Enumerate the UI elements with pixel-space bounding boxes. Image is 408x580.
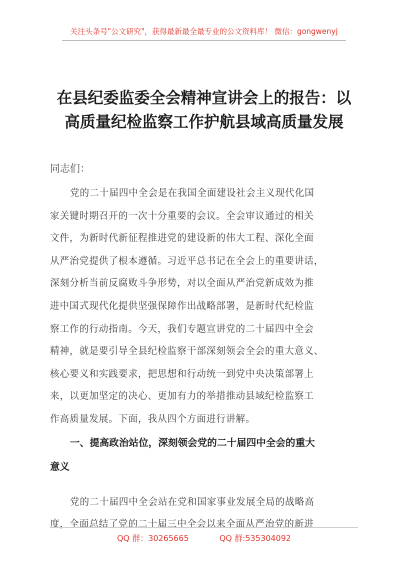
paragraph-line: 党的二十届四中全会是在我国全面建设社会主义现代化国 [70, 188, 315, 199]
title-line-2: 高质量纪检监察工作护航县域高质量发展 [64, 113, 344, 131]
section-heading-line: 一、提高政治站位，深刻领会党的二十届四中全会的重大 [70, 437, 315, 449]
paragraph-line: 核心要义和实践要求，把思想和行动统一到党中央决策部署上 [50, 368, 314, 380]
document-body [50, 183, 358, 537]
paragraph-line: 深刻分析当前反腐败斗争形势，对以全面从严治党新成效为推 [50, 278, 314, 290]
paragraph-line: 文件，为新时代新征程推进党的建设新的伟大工程、深化全面 [50, 233, 314, 245]
qq-group-1: QQ 群：30265665 [116, 534, 189, 543]
paragraph-line: 家关键时期召开的一次十分重要的会议。全会审议通过的相关 [50, 210, 314, 222]
footer-divider [50, 527, 358, 528]
greeting: 同志们： [50, 164, 90, 175]
section-1-heading [50, 432, 358, 480]
paragraph-1 [50, 183, 358, 432]
paragraph-line: 度，全面总结了党的二十届三中全会以来全面从严治党的新进 [50, 519, 314, 531]
title-line-1: 在县纪委监委全会精神宣讲会上的报告：以 [56, 89, 352, 107]
paragraph-2 [50, 492, 358, 537]
footer [0, 533, 408, 544]
paragraph-line: 进中国式现代化提供坚强保障作出战略部署，是新时代纪检监 [50, 300, 314, 312]
paragraph-line: 精神，就是要引导全县纪检监察干部深刻领会全会的重大意义、 [50, 346, 324, 358]
document-title [40, 86, 368, 134]
paragraph-line: 作高质量发展。下面，我从四个方面进行讲解。 [50, 413, 256, 425]
promo-banner: 关注头条号"公文研究"，获得最新最全最专业的公文资料库！ 微信：gongwenyj [70, 27, 338, 36]
paragraph-line: 从严治党提供了根本遵循。习近平总书记在全会上的重要讲话， [50, 255, 324, 267]
paragraph-line: 党的二十届四中全会站在党和国家事业发展全局的战略高 [70, 496, 315, 508]
paragraph-line: 察工作的行动指南。今天，我们专题宣讲党的二十届四中全会 [50, 323, 314, 335]
header-divider [62, 40, 346, 41]
paragraph-line: 来，以更加坚定的决心、更加有力的举措推动县域纪检监察工 [50, 391, 314, 403]
qq-group-2: QQ 群:535304092 [219, 534, 292, 543]
section-heading-line: 意义 [50, 461, 70, 473]
